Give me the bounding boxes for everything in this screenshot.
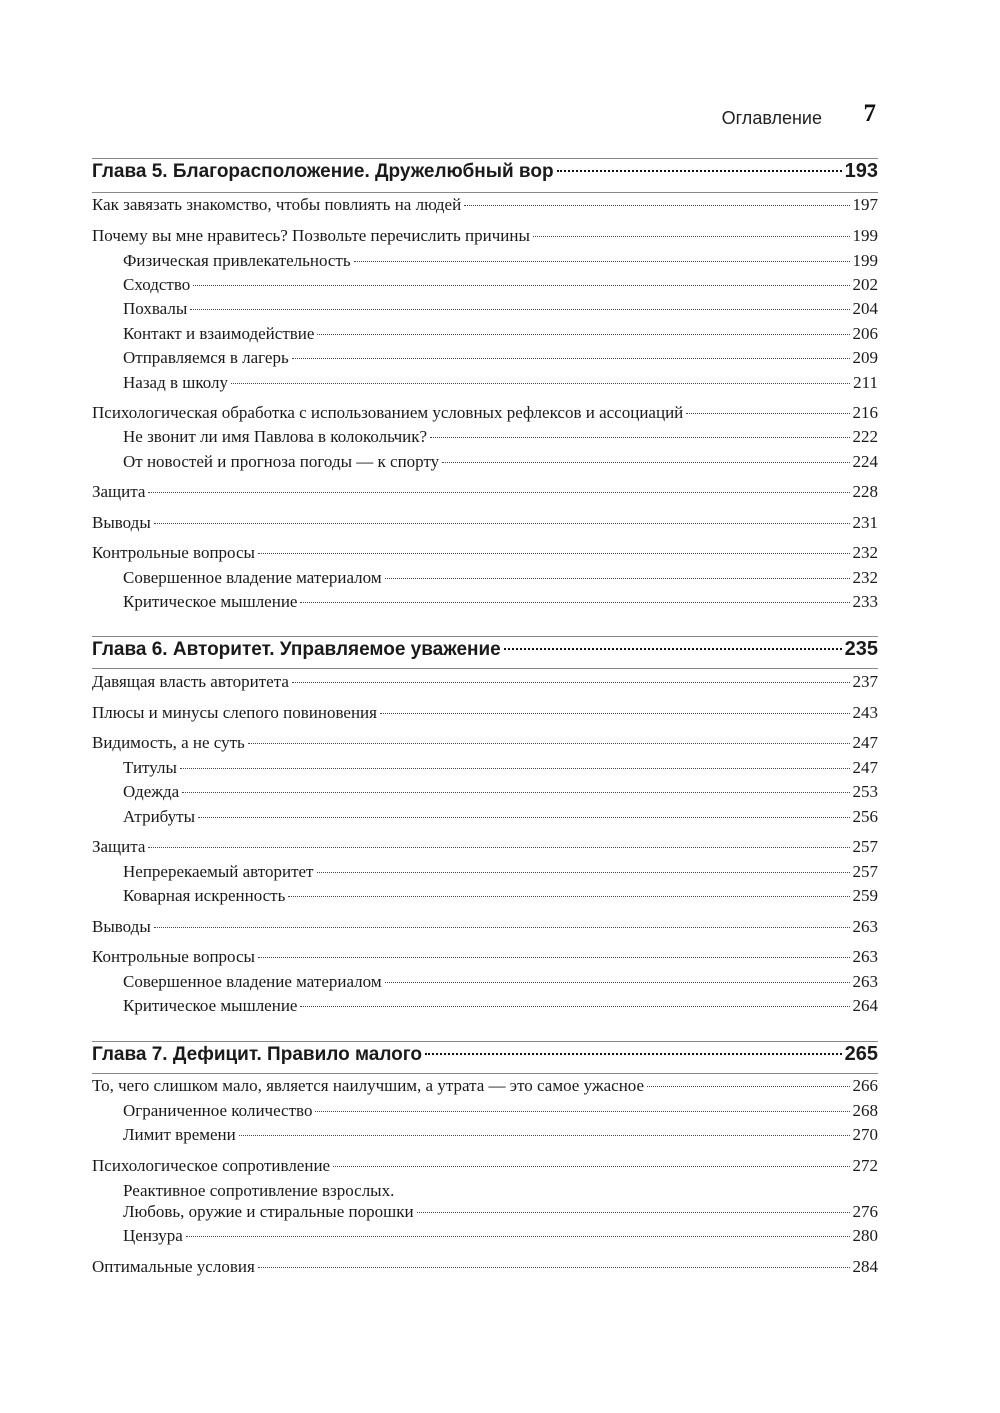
dot-leader <box>182 792 849 793</box>
chapter-page: 193 <box>844 160 878 182</box>
dot-leader <box>557 170 842 172</box>
dot-leader <box>193 285 849 286</box>
entry-page: 232 <box>852 568 878 587</box>
entry-title: Совершенное владение материалом <box>123 972 382 991</box>
toc-subentry[interactable] <box>123 971 878 993</box>
toc-entry[interactable] <box>92 732 878 754</box>
toc-subentry[interactable] <box>123 372 878 394</box>
dot-leader <box>317 334 849 335</box>
entry-page: 243 <box>852 703 878 722</box>
entry-title: Плюсы и минусы слепого повиновения <box>92 703 377 722</box>
chapter-5-entry[interactable] <box>92 158 878 185</box>
entry-title: Одежда <box>123 782 180 801</box>
entry-title: Ограниченное количество <box>123 1101 313 1120</box>
entry-page: 216 <box>852 403 878 422</box>
toc-subentry[interactable] <box>123 323 878 345</box>
entry-page: 263 <box>852 947 878 966</box>
toc-subentry[interactable] <box>123 250 878 272</box>
entry-title: Сходство <box>123 275 191 294</box>
entry-page: 199 <box>852 226 878 245</box>
toc-subentry[interactable] <box>123 1225 878 1247</box>
dot-leader <box>317 872 850 873</box>
entry-title: Психологическое сопротивление <box>92 1156 331 1175</box>
entry-page: 268 <box>852 1101 878 1120</box>
chapter-7-entry[interactable] <box>92 1041 878 1068</box>
entry-title: Похвалы <box>123 299 188 318</box>
table-of-contents <box>92 0 878 1413</box>
toc-subentry[interactable] <box>123 591 878 613</box>
toc-entry[interactable] <box>92 916 878 938</box>
toc-subentry[interactable] <box>123 806 878 828</box>
dot-leader <box>292 358 850 359</box>
dot-leader <box>533 236 850 237</box>
entry-page: 237 <box>852 672 878 691</box>
entry-page: 259 <box>852 886 878 905</box>
entry-title: Почему вы мне нравитесь? Позвольте перечислить причины <box>92 226 530 245</box>
dot-leader <box>385 982 850 983</box>
toc-entry[interactable] <box>92 481 878 503</box>
toc-entry[interactable] <box>92 194 878 216</box>
entry-page: 272 <box>852 1156 878 1175</box>
toc-entry[interactable] <box>92 946 878 968</box>
dot-leader <box>180 768 850 769</box>
entry-title: Выводы <box>92 917 151 936</box>
dot-leader <box>380 713 850 714</box>
entry-title: Критическое мышление <box>123 592 298 611</box>
page-number: 7 <box>863 100 876 127</box>
entry-title: Критическое мышление <box>123 996 298 1015</box>
entry-page: 202 <box>852 275 878 294</box>
entry-page: 266 <box>852 1076 878 1095</box>
entry-title: Психологическая обработка с использованием условных рефлексов и ассоциаций <box>92 403 684 422</box>
dot-leader <box>231 383 850 384</box>
entry-page: 257 <box>852 862 878 881</box>
dot-leader <box>442 462 849 463</box>
entry-page: 263 <box>852 917 878 936</box>
dot-leader <box>258 1267 850 1268</box>
entry-page: 232 <box>852 543 878 562</box>
entry-page: 276 <box>852 1202 878 1221</box>
dot-leader <box>425 1053 842 1055</box>
toc-subentry[interactable] <box>123 567 878 589</box>
entry-page: 256 <box>852 807 878 826</box>
entry-title: Любовь, оружие и стиральные порошки <box>123 1202 414 1221</box>
entry-page: 211 <box>853 373 878 392</box>
entry-page: 231 <box>852 513 878 532</box>
toc-entry[interactable] <box>92 836 878 858</box>
dot-leader <box>154 523 850 524</box>
entry-page: 270 <box>852 1125 878 1144</box>
entry-title: Оптимальные условия <box>92 1257 255 1276</box>
entry-title: Лимит времени <box>123 1125 236 1144</box>
entry-title: Защита <box>92 837 146 856</box>
dot-leader <box>354 261 850 262</box>
toc-subentry[interactable] <box>123 347 878 369</box>
toc-entry[interactable] <box>92 542 878 564</box>
entry-page: 284 <box>852 1257 878 1276</box>
dot-leader <box>154 927 850 928</box>
entry-title: Титулы <box>123 758 177 777</box>
dot-leader <box>248 743 850 744</box>
entry-page: 209 <box>852 348 878 367</box>
entry-page: 206 <box>852 324 878 343</box>
toc-subentry[interactable] <box>123 885 878 907</box>
entry-page: 263 <box>852 972 878 991</box>
entry-page: 253 <box>852 782 878 801</box>
toc-subentry[interactable] <box>123 298 878 320</box>
dot-leader <box>686 413 849 414</box>
entry-title: Давящая власть авторитета <box>92 672 289 691</box>
entry-page: 197 <box>852 195 878 214</box>
entry-title: Не звонит ли имя Павлова в колокольчик? <box>123 427 428 446</box>
entry-title: Совершенное владение материалом <box>123 568 382 587</box>
toc-entry[interactable] <box>92 512 878 534</box>
toc-subentry[interactable] <box>123 781 878 803</box>
dot-leader <box>315 1111 849 1112</box>
toc-subentry[interactable] <box>123 995 878 1017</box>
dot-leader <box>148 847 849 848</box>
toc-entry[interactable] <box>92 671 878 693</box>
chapter-title: Глава 6. Авторитет. Управляемое уважение <box>92 639 501 660</box>
chapter-title: Глава 7. Дефицит. Правило малого <box>92 1044 423 1065</box>
dot-leader <box>300 1006 849 1007</box>
dot-leader <box>333 1166 849 1167</box>
running-header-title: Оглавление <box>721 108 822 128</box>
entry-title: Цензура <box>123 1226 183 1245</box>
dot-leader <box>647 1086 849 1087</box>
toc-entry[interactable] <box>92 225 878 247</box>
entry-title: Непререкаемый авторитет <box>123 862 314 881</box>
entry-title: Контакт и взаимодействие <box>123 324 315 343</box>
toc-subentry[interactable] <box>123 451 878 473</box>
chapter-6-entry[interactable] <box>92 636 878 663</box>
toc-subentry[interactable] <box>123 1124 878 1146</box>
toc-entry[interactable] <box>92 1075 878 1097</box>
chapter-title: Глава 5. Благорасположение. Дружелюбный вор <box>92 161 554 182</box>
dot-leader <box>258 957 850 958</box>
chapter-page: 235 <box>844 638 878 660</box>
toc-subentry-line: Реактивное сопротивление взрослых. <box>123 1181 395 1200</box>
toc-subentry[interactable] <box>123 1100 878 1122</box>
entry-title: Коварная искренность <box>123 886 286 905</box>
entry-page: 264 <box>852 996 878 1015</box>
entry-title: Защита <box>92 482 146 501</box>
entry-page: 247 <box>852 733 878 752</box>
dot-leader <box>288 896 849 897</box>
entry-title: Выводы <box>92 513 151 532</box>
toc-entry[interactable] <box>92 1256 878 1278</box>
dot-leader <box>186 1236 850 1237</box>
toc-subentry[interactable] <box>123 1201 878 1223</box>
entry-page: 228 <box>852 482 878 501</box>
entry-page: 257 <box>852 837 878 856</box>
toc-entry[interactable] <box>92 702 878 724</box>
toc-subentry[interactable] <box>123 757 878 779</box>
toc-subentry[interactable] <box>123 861 878 883</box>
toc-subentry[interactable] <box>123 426 878 448</box>
entry-page: 199 <box>852 251 878 270</box>
dot-leader <box>464 205 849 206</box>
entry-page: 222 <box>852 427 878 446</box>
toc-entry[interactable] <box>92 402 878 424</box>
entry-title: Контрольные вопросы <box>92 543 255 562</box>
dot-leader <box>300 602 849 603</box>
dot-leader <box>292 682 850 683</box>
entry-page: 280 <box>852 1226 878 1245</box>
dot-leader <box>258 553 850 554</box>
entry-page: 247 <box>852 758 878 777</box>
dot-leader <box>148 492 849 493</box>
entry-page: 204 <box>852 299 878 318</box>
toc-subentry[interactable] <box>123 274 878 296</box>
dot-leader <box>239 1135 850 1136</box>
dot-leader <box>385 578 850 579</box>
dot-leader <box>417 1212 850 1213</box>
dot-leader <box>504 648 842 650</box>
entry-title: То, чего слишком мало, является наилучшим, а утрата — это самое ужасное <box>92 1076 645 1095</box>
entry-title: Контрольные вопросы <box>92 947 255 966</box>
chapter-page: 265 <box>844 1043 878 1065</box>
entry-title: Отправляемся в лагерь <box>123 348 289 367</box>
entry-page: 224 <box>852 452 878 471</box>
entry-title: Физическая привлекательность <box>123 251 351 270</box>
entry-title: Назад в школу <box>123 373 229 392</box>
dot-leader <box>198 817 849 818</box>
entry-title: Как завязать знакомство, чтобы повлиять на людей <box>92 195 462 214</box>
dot-leader <box>430 437 849 438</box>
entry-page: 233 <box>852 592 878 611</box>
entry-title: Атрибуты <box>123 807 196 826</box>
entry-title: Видимость, а не суть <box>92 733 245 752</box>
dot-leader <box>190 309 849 310</box>
toc-entry[interactable] <box>92 1155 878 1177</box>
entry-title: От новостей и прогноза погоды — к спорту <box>123 452 440 471</box>
